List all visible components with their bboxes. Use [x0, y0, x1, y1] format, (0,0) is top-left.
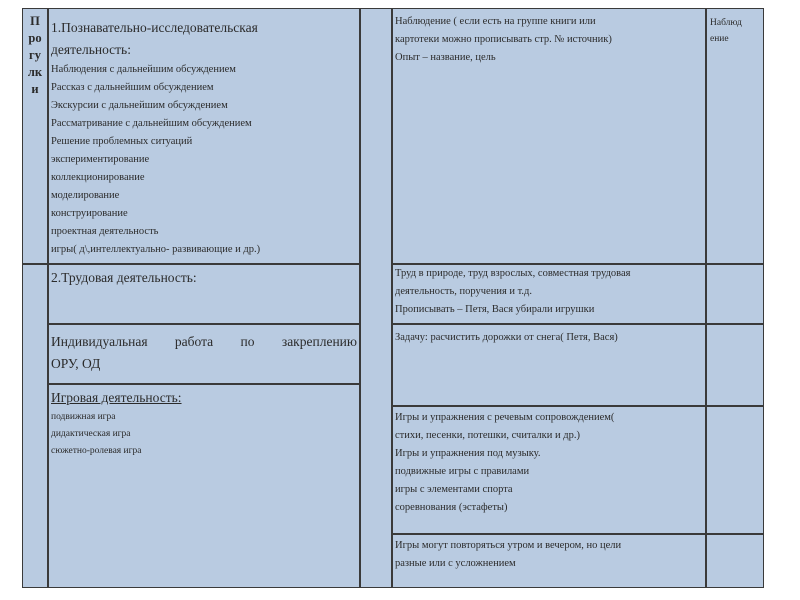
note-cell-play [392, 406, 706, 534]
activity-title: 1.Познавательно-исследовательская [51, 20, 258, 35]
note-line: стихи, песенки, потешки, считалки и др.) [395, 430, 580, 441]
section-label-part: ро [28, 31, 42, 45]
activity-item: Рассказ с дальнейшим обсуждением [51, 82, 214, 93]
plan-table [22, 8, 764, 588]
activity-item: игры( д\,интеллектуально- развивающие и др.) [51, 244, 261, 255]
note-line: подвижные игры с правилами [395, 466, 530, 477]
activity-item: дидактическая игра [51, 429, 131, 439]
section-label-part: гу [29, 48, 41, 62]
activity-title: 2.Трудовая деятельность: [51, 270, 197, 285]
activity-title-word: работа [174, 334, 214, 349]
activity-item: экспериментирование [51, 154, 150, 165]
activity-cell-play [48, 384, 360, 588]
note-cell-labor [392, 264, 706, 324]
right-cell-empty [706, 406, 764, 534]
note-line: Труд в природе, труд взрослых, совместная трудовая [395, 268, 631, 279]
note-line: разные или с усложнением [395, 558, 516, 569]
activity-item: проектная деятельность [51, 226, 159, 237]
right-note-line: ение [710, 34, 729, 44]
activity-item: конструирование [51, 208, 128, 219]
note-line: деятельность, поручения и т.д. [395, 286, 533, 297]
activity-title-line [51, 331, 357, 353]
note-line: Игры и упражнения с речевым сопровождением( [395, 412, 615, 423]
right-cell-empty [706, 534, 764, 588]
right-cell-empty [706, 264, 764, 324]
note-line: соревнования (эстафеты) [395, 502, 508, 513]
activity-item: Рассматривание с дальнейшим обсуждением [51, 118, 252, 129]
section-label-part: П [30, 14, 40, 28]
activity-cell-individual [48, 324, 360, 384]
right-note-line: Наблюд [710, 18, 742, 28]
right-cell-empty [706, 324, 764, 406]
note-line: игры с элементами спорта [395, 484, 513, 495]
blank-column-cell [360, 8, 392, 588]
activity-title: деятельность: [51, 42, 131, 57]
right-note-cell [706, 8, 764, 264]
note-cell-observation [392, 8, 706, 264]
section-label-cell-empty [22, 264, 48, 588]
activity-cell-labor [48, 264, 360, 324]
section-label-part: и [31, 82, 39, 96]
note-cell-individual [392, 324, 706, 406]
activity-item: коллекционирование [51, 172, 145, 183]
note-line: Наблюдение ( если есть на группе книги или [395, 16, 596, 27]
activity-item: моделирование [51, 190, 120, 201]
note-cell-repeat [392, 534, 706, 588]
note-line: Игры могут повторяться утром и вечером, но цели [395, 540, 622, 551]
section-label-part: лк [27, 65, 43, 79]
activity-title: Игровая деятельность: [51, 390, 182, 405]
activity-title: ОРУ, ОД [51, 356, 101, 371]
note-line: картотеки можно прописывать стр. № источник) [395, 34, 612, 45]
activity-item: Наблюдения с дальнейшим обсуждением [51, 64, 236, 75]
activity-title-word: Индивидуальная [51, 334, 148, 349]
activity-item: Экскурсии с дальнейшим обсуждением [51, 100, 228, 111]
activity-title-word: по [240, 334, 255, 349]
note-line: Прописывать – Петя, Вася убирали игрушки [395, 304, 595, 315]
activity-item: Решение проблемных ситуаций [51, 136, 193, 147]
note-line: Игры и упражнения под музыку. [395, 448, 541, 459]
note-line: Задачу: расчистить дорожки от снега( Петя, Вася) [395, 332, 618, 343]
activity-cell-cognitive [48, 8, 360, 264]
note-line: Опыт – название, цель [395, 52, 496, 63]
activity-item: подвижная игра [51, 412, 116, 422]
section-label-cell [22, 8, 48, 264]
activity-item: сюжетно-ролевая игра [51, 446, 142, 456]
activity-title-word: закреплению [281, 334, 357, 349]
